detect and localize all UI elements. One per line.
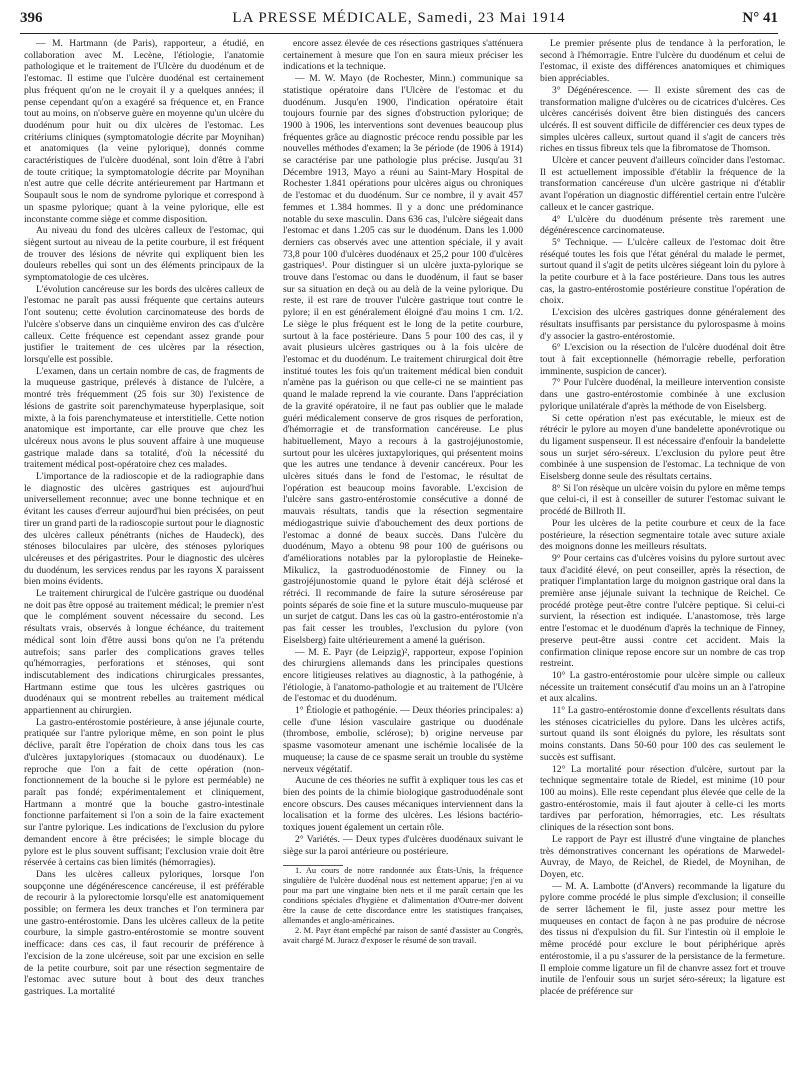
paragraph: 8° Si l'on résèque un ulcère voisin du pylore en même temps que celui-ci, il est à conseiller de suturer l'estomac suivant le procédé de Billroth II.: [540, 482, 785, 518]
lambotte-report: — M. A. Lambotte (d'Anvers) recommande la ligature du pylore comme procédé le plus simple d'exclusion; il conseille de serrer lâchement le fil, juste assez pour mettre les muqueuses en contact de façon à ne pas produire de nécrose des tissus ni d'expulsion du fil. Sur l'intestin où il emploie le même procédé pour exclure le bout périphérique après entérostomie, il a pu s'assurer de la persistance de la fermeture. Il emploie comme ligature un fil de chanvre assez fort et trouve inutile de l'enfouir sous un surjet séro-séreux; la ligature est placée de préférence sur: [540, 880, 785, 997]
paragraph: 5° Technique. — L'ulcère calleux de l'estomac doit être réséqué toutes les fois que l'état général du malade le permet, surtout quand il s'agit de petits ulcères siégeant loin du pylore à la petite courbure et à la face postérieure. Dans tous les autres cas, la gastro-entérostomie postérieure constitue l'opération de choix.: [540, 236, 785, 307]
payr-report: — M. E. Payr (de Leipzig)², rapporteur, expose l'opinion des chirurgiens allemands dans les principales questions encore litigieuses relatives au diagnostic, à la pathogénie, à l'étiologie, à l'anatomo-pathologie et au traitement de l'Ulcère de l'estomac et du duodénum.: [283, 646, 523, 705]
paragraph: Si cette opération n'est pas exécutable, le mieux est de rétrécir le pylore au moyen d'une bandelette aponévrotique ou du ligament suspenseur. Il est nécessaire d'enfouir la bandelette sous un surjet séro-séreux. L'exclusion du pylore peut être combinée à une suspension de l'estomac. La technique de von Eiselsberg donne seule des résultats certains.: [540, 412, 785, 483]
paragraph: Dans les ulcères calleux pyloriques, lorsque l'on soupçonne une dégénérescence cancéreuse, il est préférable de recourir à la pylorectomie lorsqu'elle est anatomiquement possible; on fermera les deux tranches et l'on terminera par une gastro-entérostomie. Dans les ulcères calleux de la petite courbure, la simple gastro-entérostomie se montre souvent inefficace: dans ces cas, il faut recourir de préférence à l'excision de la zone ulcéreuse, soit par une excision en selle de la petite courbure, soit par une résection segmentaire de l'estomac avec suture bout à bout des deux tranches gastriques. La mortalité: [24, 868, 264, 997]
paragraph: L'excision des ulcères gastriques donne généralement des résultats insuffisants par persistance du pylorospasme à moins d'y associer la gastro-entérostomie.: [540, 307, 785, 342]
paragraph: 6° L'excision ou la résection de l'ulcère duodénal doit être tout à fait exceptionnelle (hémorragie rebelle, perforation imminente, suspicion de cancer).: [540, 342, 785, 377]
footnote-1: 1. Au cours de notre randonnée aux États-Unis, la fréquence singulière de l'ulcère duodénal nous est nettement apparue; j'en ai vu pour ma part une vingtaine bien nets et il me paraît certain que les conditions spéciales d'hygiène et d'alimentation d'Outre-mer doivent être la cause de cette discordance entre les statistiques françaises, allemandes et anglo-américaines.: [283, 866, 523, 926]
paragraph: L'importance de la radioscopie et de la radiographie dans le diagnostic des ulcères gastriques est aujourd'hui universellement reconnue; avec une bonne technique et en évitant les causes d'erreur aujourd'hui bien précisées, on peut tirer un grand parti de la radioscopie surtout pour le diagnostic des ulcères calleux pénétrants (niches de Haudeck), des sténoses biloculaires par ulcère, des sténoses pyloriques ulcéreuses et des périgastrites. Pour le diagnostic des ulcères du duodénum, les services rendus par les rayons X paraissent bien moins évidents.: [24, 471, 264, 588]
header-rule: [20, 33, 778, 34]
hartmann-report: — M. Hartmann (de Paris), rapporteur, a étudié, en collaboration avec M. Lecène, l'étiologie, l'anatomie pathologique et le traitement de l'Ulcère du duodénum et de l'estomac. Il estime que l'ulcère duodénal est certainement plus fréquent qu'on ne le croyait il y a quelques années; il pense cependant qu'on a exagéré sa fréquence et, en France tout au moins, on n'observe guère en moyenne qu'un ulcère du duodénum pour huit ou dix ulcères de l'estomac. Les critériums cliniques (symptomatologie décrite par Moynihan) et anatomiques (la veine pylorique), donnés comme caractéristiques de l'ulcère duodénal, sont loin d'être à l'abri de toute critique; la symptomatologie décrite par Moynihan n'est autre que celle décrite antérieurement par Hartmann et Soupault sous le nom de syndrome pylorique et correspond à un spasme pylorique; quant à la veine pylorique, elle est inconstante comme siège et comme disposition.: [24, 38, 264, 225]
paragraph: L'examen, dans un certain nombre de cas, de fragments de la muqueuse gastrique, prélevés à distance de l'ulcère, a montré très fréquemment (25 fois sur 30) l'existence de lésions de gastrite soit parenchymateuse hyperplasique, soit mixte, à la fois parenchymateuse et interstitielle. Cette notion anatomique est importante, car elle prouve que chez les ulcéreux nous avons le plus souvent affaire à une muqueuse gastrique malade dans sa totalité, d'où la nécessité du traitement médical post-opératoire chez ces malades.: [24, 365, 264, 471]
paragraph: 7° Pour l'ulcère duodénal, la meilleure intervention consiste dans une gastro-entérostomie combinée à une exclusion pylorique unilatérale d'après la méthode de von Eiselsberg.: [540, 377, 785, 412]
column-right: [540, 38, 785, 1078]
issue-number: N° 41: [742, 10, 778, 26]
paragraph: Au niveau du fond des ulcères calleux de l'estomac, qui siègent surtout au niveau de la petite courbure, il est fréquent de trouver des lésions de névrite qui expliquent bien les douleurs rebelles qui sont un des éléments principaux de la symptomatologie de ces ulcères.: [24, 225, 264, 284]
journal-title: LA PRESSE MÉDICALE, Samedi, 23 Mai 1914: [232, 10, 566, 26]
paragraph: 2° Variétés. — Deux types d'ulcères duodénaux suivant le siège sur la paroi antérieure ou postérieure.: [283, 833, 523, 857]
footnote-2: 2. M. Payr étant empêché par raison de santé d'assister au Congrès, avait chargé M. Juracz d'exposer le résumé de son travail.: [283, 926, 523, 946]
mayo-report: — M. W. Mayo (de Rochester, Minn.) communique sa statistique opératoire dans l'Ulcère de l'estomac et du duodénum. Jusqu'en 1900, l'indication opératoire était toujours fournie par des signes d'obstruction pylorique; de 1900 à 1906, les interventions sont devenues beaucoup plus fréquentes grâce au diagnostic précoce rendu possible par les nouvelles méthodes d'examen; la 3e période (de 1906 à 1914) se caractérise par une pathologie plus précise. Jusqu'au 31 Décembre 1913, Mayo a réuni au Saint-Mary Hospital de Rochester 1.841 opérations pour ulcères aigus ou chroniques de l'estomac et du duodénum. Sur ce nombre, il y avait 457 femmes et 1.384 hommes. Il y a donc une prédominance notable du sexe masculin. Dans 636 cas, l'ulcère siégeait dans l'estomac et dans 1.205 cas sur le duodénum. Dans les 1.000 derniers cas observés avec une attention spéciale, il y avait 73,8 pour 100 d'ulcères duodénaux et 25,2 pour 100 d'ulcères gastriques¹. Pour distinguer si un ulcère juxta-pylorique se trouve dans l'estomac ou dans le duodénum, il faut se baser sur sa situation en deçà ou au delà de la veine pylorique. Du reste, il est rare de trouver l'ulcère gastrique tout contre le pylore; il en est généralement éloigné d'au moins 1 cm. 1/2. Le siège le plus fréquent est le long de la petite courbure, surtout à la face postérieure. Dans 5 pour 100 des cas, il y avait plusieurs ulcères gastriques ou à la fois ulcère de l'estomac et du duodénum. Le traitement chirurgical doit être institué toutes les fois qu'un traitement médical bien conduit n'amène pas la guérison ou que celle-ci ne se maintient pas quand le malade reprend la vie courante. Dans l'appréciation de la gravité opératoire, il ne faut pas oublier que le malade guéri médicalement conserve de gros risques de perforation, d'hémorragie et de transformation cancéreuse. Le plus habituellement, Mayo a recours à la gastrojéjunostomie, surtout pour les ulcères juxtapyloriques, qui présentent moins que les autres une tendance à devenir cancéreux. Pour les ulcères situés dans le fond de l'estomac, le résultat de l'opération est beaucoup moins favorable. L'excision de l'ulcère sans gastro-entérostomie consécutive a donné de mauvais résultats, tandis que la résection segmentaire médiogastrique suivie d'abouchement des deux portions de l'estomac a donné de beaux succès. Dans l'ulcère du duodénum, Mayo a obtenu 98 pour 100 de guérisons ou d'améliorations notables par la pyloroplastie de Heineke-Mikulicz, la gastroduodénostomie de Finney ou la gastrojéjunostomie quand le pylore était déjà sclérosé et rétréci. Il recommande de faire la suture séroséreuse par points séparés de soie fine et la suture musculo-muqueuse par un surjet de catgut. Dans les cas où la gastro-entérostomie n'a pas fait cesser les troubles, l'exclusion du pylore (von Eiselsberg) faite ultérieurement a amené la guérison.: [283, 73, 523, 646]
paragraph: 4° L'ulcère du duodénum présente très rarement une dégénérescence carcinomateuse.: [540, 213, 785, 237]
paragraph: La gastro-entérostomie postérieure, à anse jéjunale courte, pratiquée sur l'antre pylorique même, en son point le plus déclive, paraît être l'opération de choix dans tous les cas d'ulcères juxtapyloriques (stomacaux ou duodénaux). Le reproche que l'on a fait de cette opération (non-fonctionnement de la bouche si le pylore est perméable) ne paraît pas fondé; expérimentalement et cliniquement, Hartmann a montré que la bouche gastro-intestinale fonctionne parfaitement si l'on a soin de la faire exactement sur l'antre pylorique. Les indications de l'exclusion du pylore demandent encore à être précisées; le simple blocage du pylore est le plus souvent suffisant; l'exclusion vraie doit être réservée à certains cas bien limités (hémorragies).: [24, 716, 264, 869]
paragraph: Le premier présente plus de tendance à la perforation, le second à l'hémorragie. Entre l'ulcère du duodénum et celui de l'estomac, il existe des différences anatomiques et chimiques bien appréciables.: [540, 38, 785, 85]
paragraph: 10° La gastro-entérostomie pour ulcère simple ou calleux nécessite un traitement consécutif d'au moins un an à l'atropine et aux alcalins.: [540, 669, 785, 705]
paragraph: Le rapport de Payr est illustré d'une vingtaine de planches très démonstratives concernant les opérations de Marwedel-Auvray, de Mayo, de Reichel, de Riedel, de Moynihan, de Doyen, etc.: [540, 833, 785, 880]
paragraph: 3° Dégénérescence. — Il existe sûrement des cas de transformation maligne d'ulcères ou de cicatrices d'ulcères. Ces ulcères cancérisés doivent être bien distingués des cancers ulcérés. Il est souvent difficile de différencier ces deux types de simples ulcères calleux, surtout quand il s'agit de cancers très riches en tissus fibreux tels que la fibromatose de Thomson.: [540, 84, 785, 155]
paragraph: 12° La mortalité pour résection d'ulcère, surtout par la technique segmentaire totale de Riedel, est minime (10 pour 100 au moins). Elle reste cependant plus élevée que celle de la gastro-entérostomie, mais il faut ajouter à celle-ci les morts tardives par perforation, hémorragies, etc. Les résultats cliniques de la résection sont bons.: [540, 763, 785, 834]
paragraph: 9° Pour certains cas d'ulcères voisins du pylore surtout avec taux d'acidité élevé, on peut conseiller, après la résection, de pratiquer l'implantation large du moignon gastrique oral dans la première anse jéjunale suivant la technique de Reichel. Ce procédé protège peut-être contre l'ulcère peptique. Si celui-ci survient, la résection est indiquée. L'anastomose, très large entre l'estomac et le duodénum d'après la technique de Finney, preserve peut-être aussi contre cet accident. Mais la confirmation clinique repose encore sur un nombre de cas trop restreint.: [540, 552, 785, 670]
paragraph: Ulcère et cancer peuvent d'ailleurs coïncider dans l'estomac. Il est actuellement impossible d'établir la fréquence de la transformation cancéreuse d'un ulcère gastrique ni d'établir avant l'opération un diagnostic différentiel certain entre l'ulcère calleux et le cancer gastrique.: [540, 155, 785, 213]
paragraph: 1° Étiologie et pathogénie. — Deux théories principales: a) celle d'une lésion vasculaire gastrique ou duodénale (thrombose, embolie, sclérose); b) origine nerveuse par spasme vasomoteur amenant une ischémie localisée de la muqueuse; la cause de ce spasme serait un trouble du système nerveux végétatif.: [283, 705, 523, 775]
column-middle: [283, 38, 523, 1078]
paragraph: 11° La gastro-entérostomie donne d'excellents résultats dans les sténoses cicatricielles du pylore. Dans les ulcères actifs, surtout quand ils sont éloignés du pylore, les résultats sont moins constants. Dans 50-60 pour 100 des cas seulement le succès est suffisant.: [540, 705, 785, 763]
paragraph: Le traitement chirurgical de l'ulcère gastrique ou duodénal ne doit pas être opposé au traitement médical; le premier n'est que le complément souvent nécessaire du second. Les résultats vrais, observés à longue échéance, du traitement médical sont loin d'être aussi bons qu'on ne l'a prétendu autrefois; sans parler des complications graves telles qu'hémorragies, perforations et sténoses, qui sont indiscutablement des indications chirurgicales pressantes, Hartmann estime que tous les ulcères gastriques ou duodénaux qui se montrent rebelles au traitement médical appartiennent au chirurgien.: [24, 588, 264, 717]
paragraph: L'évolution cancéreuse sur les bords des ulcères calleux de l'estomac ne paraît pas aussi fréquente que certains auteurs l'ont soutenu; cette évolution carcinomateuse des bords de l'ulcère s'observe dans un cinquième environ des cas d'ulcère calleux. Cette fréquence est cependant assez grande pour justifier le traitement de ces ulcères par la résection, lorsqu'elle est possible.: [24, 283, 264, 365]
paragraph: Aucune de ces théories ne suffit à expliquer tous les cas et bien des points de la chimie biologique gastroduodénale sont encore obscurs. Des causes mécaniques interviennent dans la localisation et la forme des ulcères. Les lésions bactério-toxiques jouent également un certain rôle.: [283, 775, 523, 834]
paragraph: Pour les ulcères de la petite courbure et ceux de la face postérieure, la résection segmentaire totale avec suture axiale des moignons donne les meilleurs résultats.: [540, 517, 785, 553]
column-left: [24, 38, 264, 1078]
page-number: 396: [20, 10, 43, 26]
paragraph: encore assez élevée de ces résections gastriques s'atténuera certainement à mesure que l'on en saura mieux préciser les indications et la technique.: [283, 38, 523, 73]
page-header: [20, 8, 778, 30]
